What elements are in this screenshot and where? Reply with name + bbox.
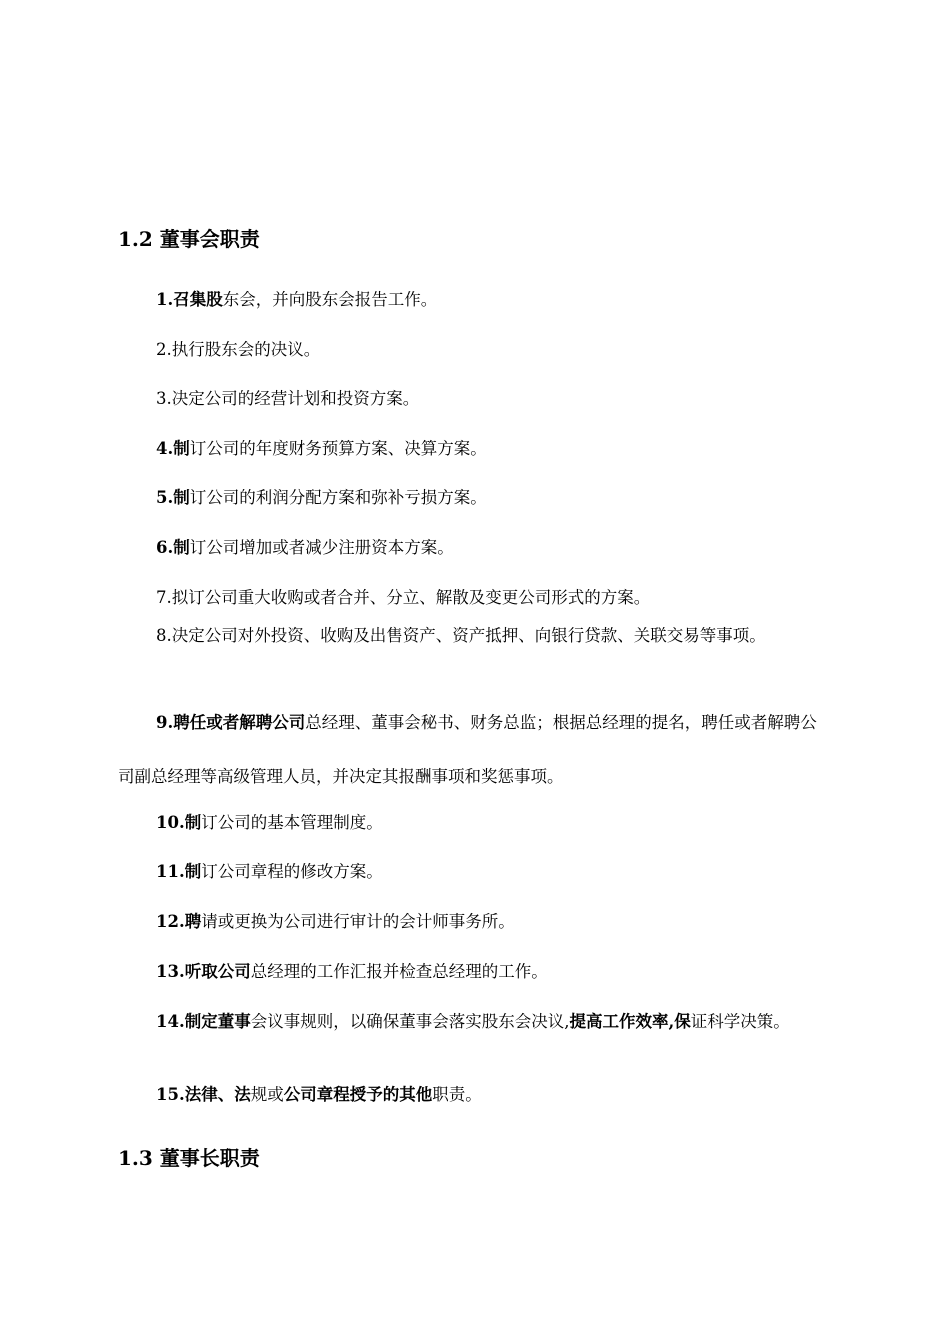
- item-text: 订公司的利润分配方案和弥补亏损方案。: [189, 488, 487, 507]
- item-bold-text: 13.听取公司: [156, 962, 251, 981]
- item-text: 3.决定公司的经营计划和投资方案。: [156, 389, 420, 408]
- item-text: 订公司的基本管理制度。: [201, 813, 383, 832]
- item-text: 证科学决策。: [690, 1012, 790, 1031]
- item-bold-text: 4.制: [156, 439, 190, 458]
- list-item: [118, 586, 824, 610]
- item-text: 职责。: [432, 1085, 482, 1104]
- section-heading: 1.3 董事长职责: [118, 1146, 260, 1170]
- list-item: [118, 1083, 824, 1107]
- item-text: 订公司章程的修改方案。: [201, 862, 383, 881]
- item-text: 订公司的年度财务预算方案、决算方案。: [189, 439, 487, 458]
- item-text: 8.决定公司对外投资、收购及出售资产、资产抵押、向银行贷款、关联交易等事项。: [156, 626, 766, 645]
- item-bold-text: 公司章程授予的其他: [283, 1085, 433, 1104]
- list-item: [118, 437, 824, 461]
- list-item: [118, 618, 824, 654]
- list-item: [118, 1004, 824, 1040]
- item-text: 总经理、董事会秘书、财务总监；根据总经理的提名，聘任或者解聘公司副总经理等高级管理人员，并决定其报酬事项和奖惩事项。: [118, 713, 817, 786]
- item-text: 东会，并向股东会报告工作。: [222, 290, 438, 309]
- item-bold-text: 10.制: [156, 813, 202, 832]
- section-heading: 1.2 董事会职责: [118, 227, 260, 251]
- item-bold-text: 12.聘: [156, 912, 202, 931]
- item-text: 7.拟订公司重大收购或者合并、分立、解散及变更公司形式的方案。: [156, 588, 651, 607]
- list-item: [118, 387, 824, 411]
- item-bold-text: 6.制: [156, 538, 190, 557]
- list-item: [118, 288, 824, 312]
- item-bold-text: 15.法律、法: [156, 1085, 251, 1104]
- list-item: [118, 338, 824, 362]
- item-text: 会议事规则，以确保董事会落实股东会决议,: [250, 1012, 570, 1031]
- item-text: 2.执行股东会的决议。: [156, 340, 321, 359]
- list-item: [118, 860, 824, 884]
- item-bold-text: 11.制: [156, 862, 202, 881]
- list-item: [118, 910, 824, 934]
- item-text: 订公司增加或者减少注册资本方案。: [189, 538, 454, 557]
- item-bold-text: 9.聘任或者解聘公司: [156, 713, 306, 732]
- list-item: [118, 811, 824, 835]
- item-bold-text: 5.制: [156, 488, 190, 507]
- item-bold-text: 14.制定董事: [156, 1012, 251, 1031]
- list-item: [118, 960, 824, 984]
- list-item: [118, 536, 824, 560]
- item-text: 规或: [250, 1085, 284, 1104]
- item-bold-text: 提高工作效率,保: [569, 1012, 691, 1031]
- item-bold-text: 1.召集股: [156, 290, 223, 309]
- item-text: 请或更换为公司进行审计的会计师事务所。: [201, 912, 515, 931]
- item-text: 总经理的工作汇报并检查总经理的工作。: [250, 962, 548, 981]
- list-item: [118, 486, 824, 510]
- list-item: [118, 696, 824, 804]
